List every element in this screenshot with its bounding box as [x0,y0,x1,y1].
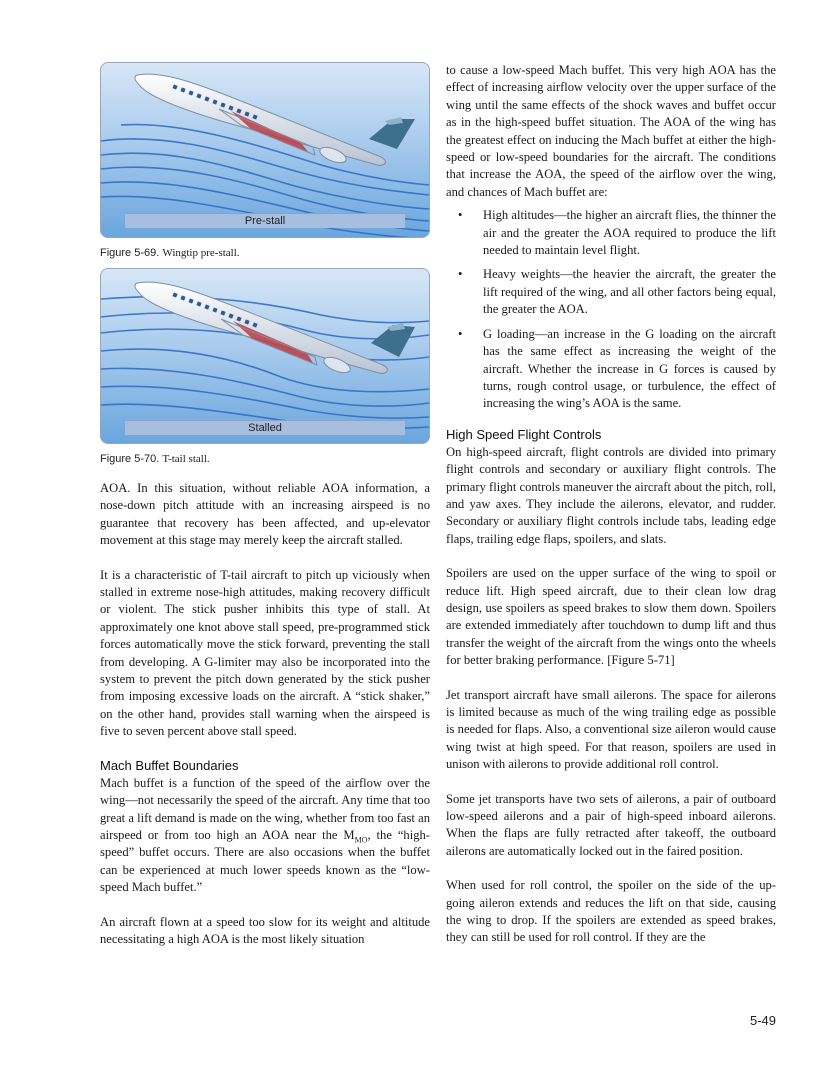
figure-caption [100,247,430,259]
paragraph: It is a characteristic of T-tail aircraft to pitch up viciously when stalled in extreme nose-high attitudes, making recovery difficult or violent. The stick pusher inhibits this type of stall. At approximately one knot above stall speed, pre-programmed stick forces automatically move the stick forward, preventing the stall from developing. A G-limiter may also be incorporated into the system to prevent the pitch down generated by the stick pusher from imposing excessive loads on the aircraft. A “stick shaker,” on the other hand, provides stall warning when the airspeed is five to seven percent above stall speed. [100,567,430,739]
airplane-stalled-illustration [101,269,429,443]
figure-ttail-stall [100,268,430,444]
paragraph: to cause a low-speed Mach buffet. This very high AOA has the effect of increasing airflow velocity over the upper surface of the wing until the same effects of the shock waves and buffet occur as in the high-speed buffet situation. The AOA of the wing has the greatest effect on inducing the Mach buffet at either the high-speed or low-speed boundaries for the aircraft. The conditions that increase the AOA, the speed of the airflow over the wing, and chances of Mach buffet are: [446,63,776,199]
airplane-prestall-illustration [101,63,429,237]
list-item-text: High altitudes—the higher an aircraft flies, the thinner the air and the greater the AOA required to produce the lift needed to maintain level flight. [483,208,776,258]
paragraph: AOA. In this situation, without reliable AOA information, a nose-down pitch attitude with an increasing airspeed is no guarantee that recovery has been affected, and up-elevator movement at this stage may merely keep the aircraft stalled. [100,481,430,548]
figure-caption-text: T-tail stall. [162,453,210,465]
paragraph: An aircraft flown at a speed too slow for its weight and altitude necessitating a high AOA is the most likely situation [100,914,430,946]
left-column [100,62,430,948]
figure-caption-text: Wingtip pre-stall. [162,247,240,259]
paragraph: Jet transport aircraft have small ailerons. The space for ailerons is limited because as much of the wing trailing edge as possible is needed for flaps. Also, a conventional size aileron would cause wing twist at high speed. For that reason, spoilers are used in unison with ailerons to provide additional roll control. [446,687,776,772]
paragraph-text: , the “high-speed” buffet occurs. There are also occasions when the buffet can be experienced at much lower speeds known as the “low-speed Mach buffet.” [100,827,430,895]
figure-wingtip-prestall [100,62,430,238]
subscript: MO [354,835,368,845]
bullet-mark: • [458,326,463,341]
list-item [446,207,776,259]
paragraph-text: Mach buffet is a function of the speed of the airflow over the wing—not necessarily the speed of the aircraft. Any time that too great a lift demand is made on the wing, whether from too fast an airspeed or from too high an AOA near the M [100,775,430,842]
page-number: 5-49 [749,1013,776,1028]
section-heading: Mach Buffet Boundaries [100,757,239,773]
right-column [446,62,776,947]
figure-banner: Pre-stall [125,213,405,228]
list-item [446,326,776,413]
paragraph: Some jet transports have two sets of ailerons, a pair of outboard low-speed ailerons and a pair of high-speed inboard ailerons. When the flaps are fully retracted after takeoff, the outboard ailerons are automatically locked out in the faired position. [446,791,776,858]
paragraph [100,775,430,897]
list-item [446,266,776,318]
list-item-text: Heavy weights—the heavier the aircraft, the greater the lift required of the wing, and all other factors being equal, the greater the AOA. [483,267,776,317]
section-heading: High Speed Flight Controls [446,426,602,442]
figure-caption [100,453,430,465]
figure-number: Figure 5-69. [100,247,160,259]
paragraph: On high-speed aircraft, flight controls are divided into primary flight controls and secondary or auxiliary flight controls. The primary flight controls maneuver the aircraft about the pitch, roll, and yaw axes. They include the ailerons, elevator, and rudder. Secondary or auxiliary flight controls include tabs, leading edge flaps, trailing edge flaps, spoilers, and slats. [446,444,776,546]
figure-banner: Stalled [125,420,405,435]
paragraph: Spoilers are used on the upper surface of the wing to spoil or reduce lift. High speed aircraft, due to their clean low drag design, use spoilers as speed brakes to slow them down. Spoilers are extended immediately after touchdown to dump lift and thus transfer the weight of the aircraft from the wings onto the wheels for better braking performance. [Figure 5-71] [446,566,776,668]
bullet-mark: • [458,267,463,282]
paragraph: When used for roll control, the spoiler on the side of the up-going aileron extends and reduces the lift on that side, causing the wing to drop. If the spoilers are extended as speed brakes, they can still be used for roll control. If they are the [446,878,776,945]
bullet-mark: • [458,208,463,223]
figure-number: Figure 5-70. [100,453,160,465]
bullet-list [446,207,776,412]
list-item-text: G loading—an increase in the G loading on the aircraft has the same effect as increasing the weight of the aircraft. Whether the increase in G forces is caused by turns, rough control usage, or turbulence, the effect of increasing the wing’s AOA is the same. [483,326,776,411]
